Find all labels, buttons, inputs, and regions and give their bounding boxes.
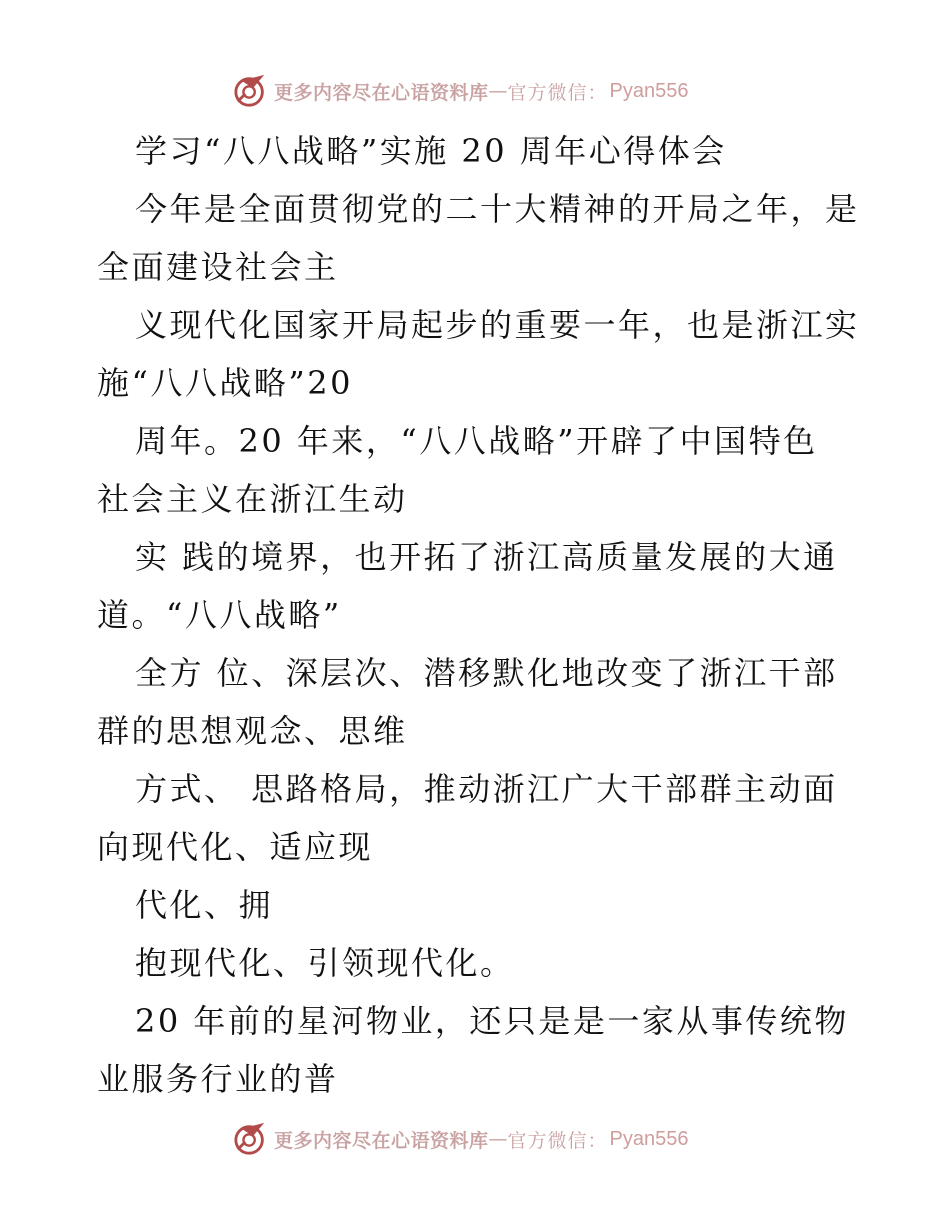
paragraph-line: 全方 位、深层次、潜移默化地改变了浙江干部 [135, 654, 838, 692]
paragraph-line: 全面建设社会主 [97, 248, 339, 286]
paragraph-line: 抱现代化、引领现代化。 [135, 944, 515, 982]
watermark-wechat-id: Pyan556 [609, 79, 689, 102]
footer-watermark [232, 1120, 689, 1158]
header-watermark [232, 72, 689, 110]
watermark-separator: — [488, 1128, 508, 1150]
paragraph-line: 施“八八战略”20 [97, 364, 353, 402]
watermark-official-text: 官方微信： [507, 81, 608, 104]
paragraph-line: 道。“八八战略” [97, 596, 342, 634]
paragraph-line: 群的思想观念、思维 [97, 712, 408, 750]
paragraph-line: 20 年前的星河物业，还只是是一家从事传统物 [135, 1002, 849, 1040]
document-title: 学习“八八战略”实施 20 周年心得体会 [135, 132, 727, 170]
paragraph-line: 方式、 思路格局，推动浙江广大干部群主动面 [135, 770, 838, 808]
watermark-site-text: 更多内容尽在心语资料库 [274, 1129, 489, 1152]
paragraph-line: 实 践的境界，也开拓了浙江高质量发展的大通 [135, 538, 838, 576]
logo-icon [232, 73, 270, 109]
paragraph-line: 业服务行业的普 [97, 1060, 339, 1098]
watermark-separator: — [488, 80, 508, 102]
watermark-official-text: 官方微信： [507, 1129, 608, 1152]
document-body [97, 122, 860, 1108]
watermark-site-text: 更多内容尽在心语资料库 [274, 81, 489, 104]
watermark-wechat-id: Pyan556 [609, 1127, 689, 1150]
paragraph-line: 周年。20 年来，“八八战略”开辟了中国特色 [135, 422, 818, 460]
logo-icon [232, 1121, 270, 1157]
paragraph-line: 社会主义在浙江生动 [97, 480, 408, 518]
paragraph-line: 向现代化、适应现 [97, 828, 374, 866]
paragraph-line: 代化、拥 [135, 886, 274, 924]
paragraph-line: 义现代化国家开局起步的重要一年，也是浙江实 [135, 306, 860, 344]
paragraph-line: 今年是全面贯彻党的二十大精神的开局之年，是 [135, 190, 860, 228]
